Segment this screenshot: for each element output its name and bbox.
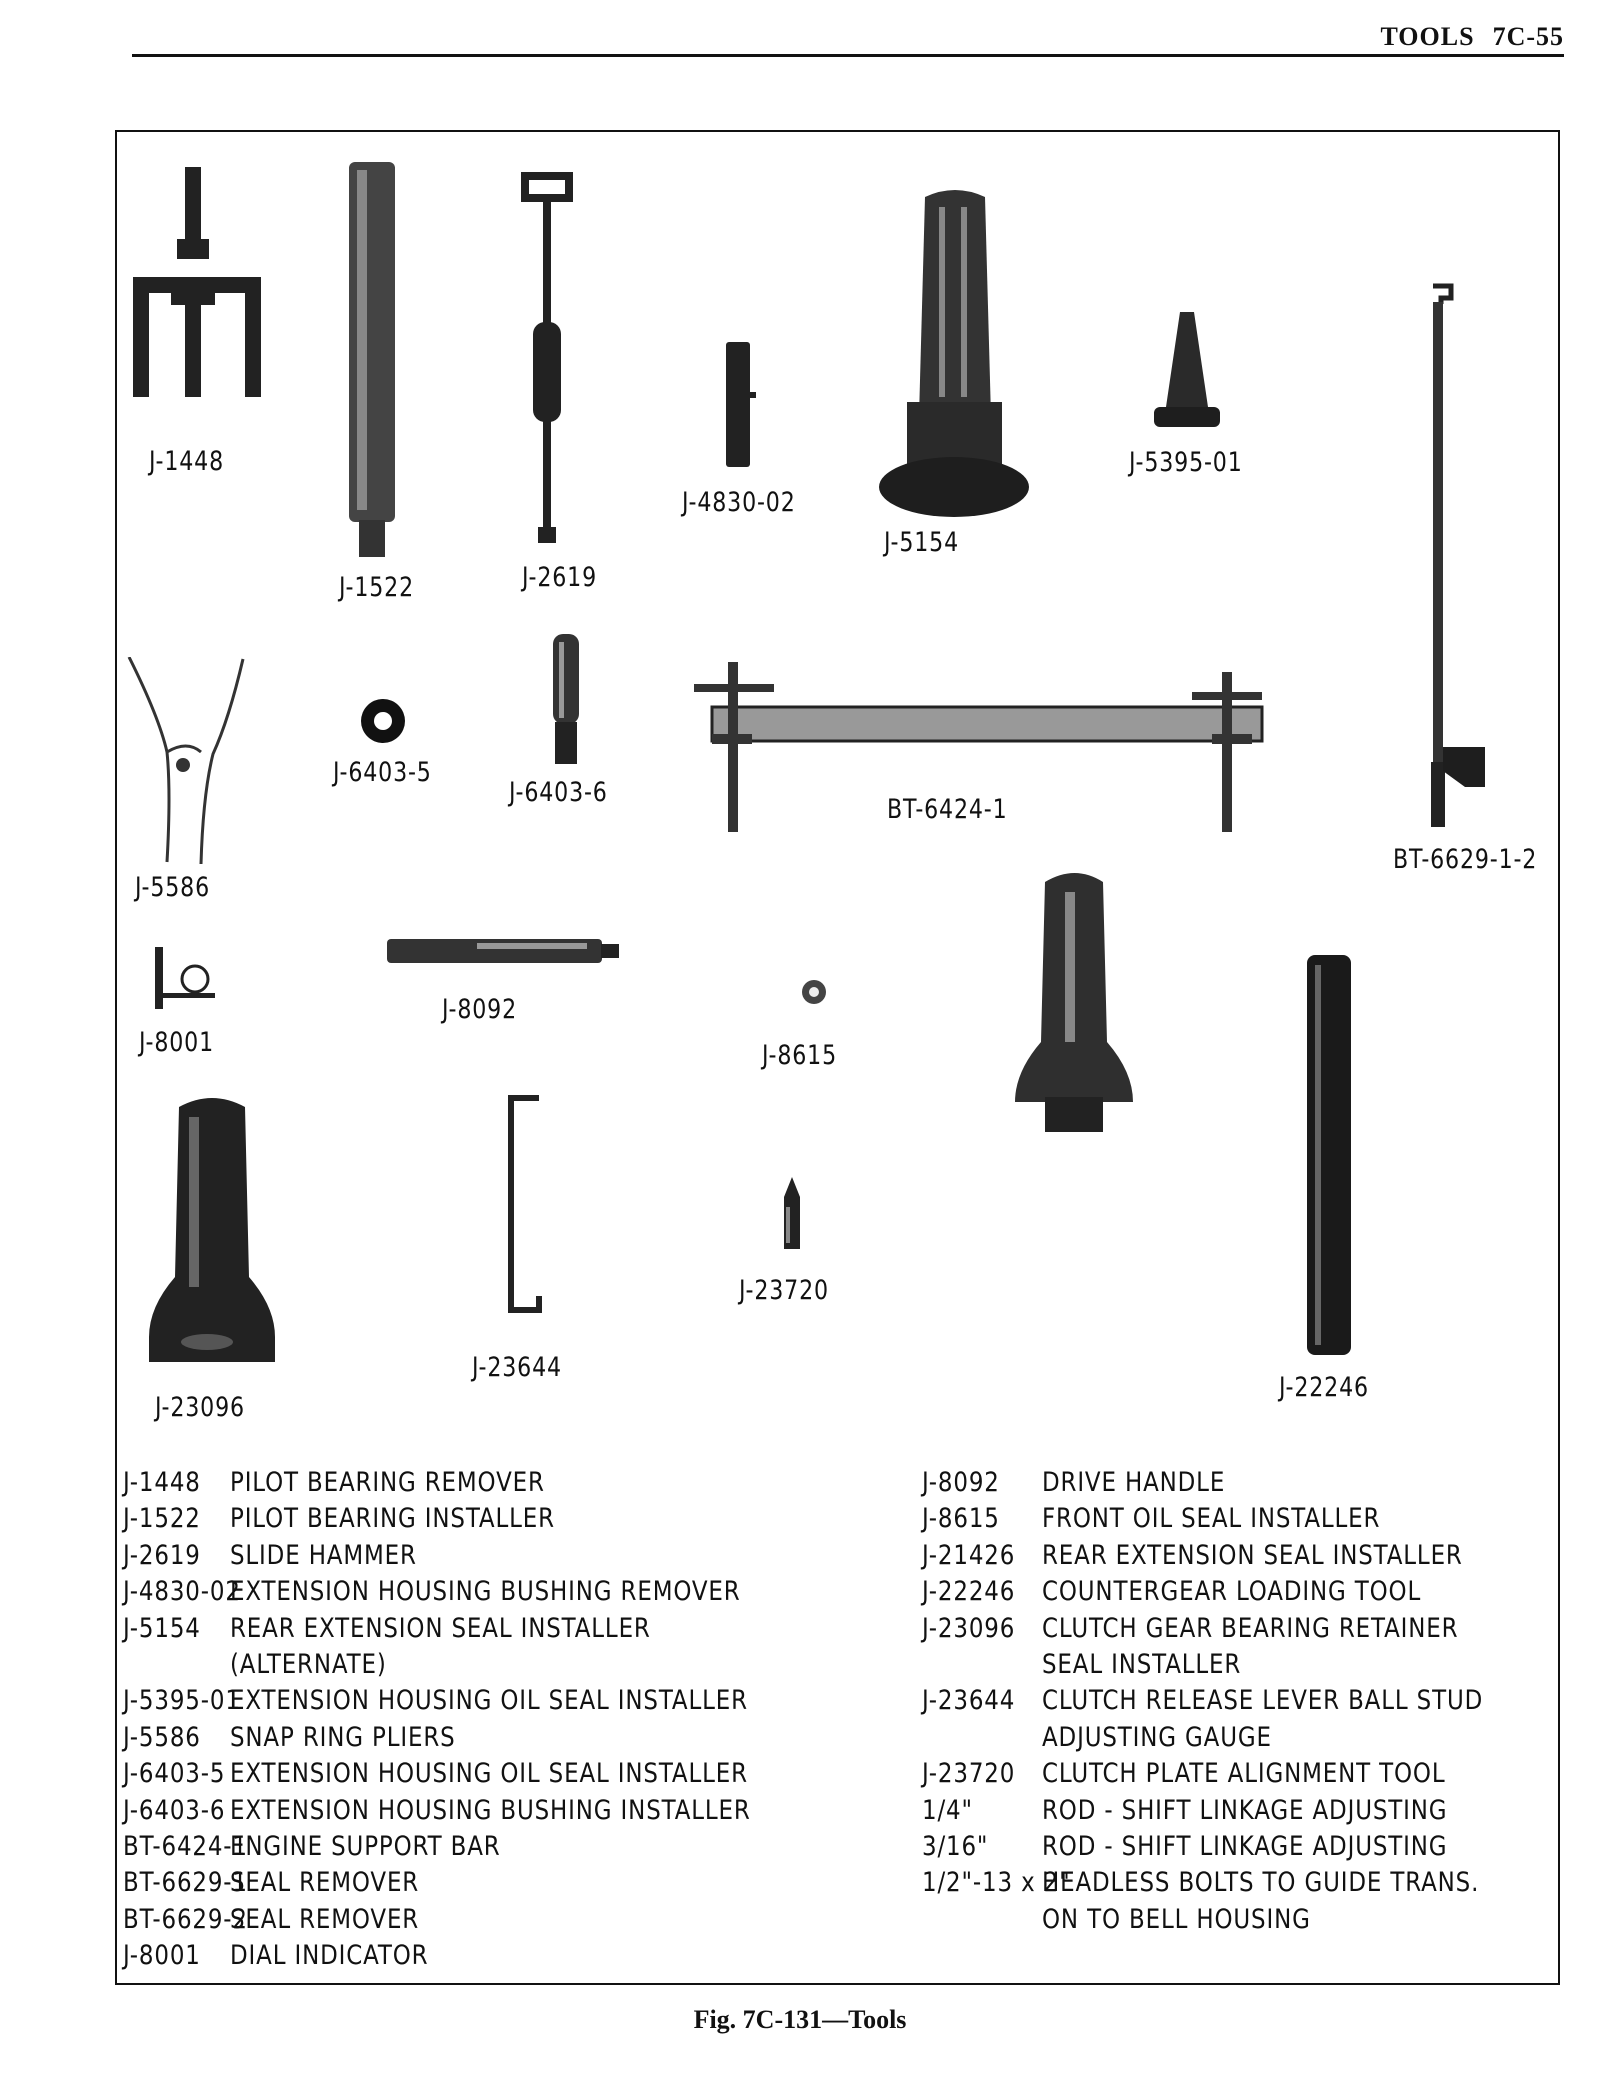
legend-tool-description: EXTENSION HOUSING BUSHING REMOVER <box>230 1576 741 1608</box>
legend-tool-code: J-5395-01 <box>123 1685 241 1717</box>
legend-tool-code: J-2619 <box>123 1539 201 1571</box>
tool-legend <box>117 132 1558 1983</box>
photo-label-j6403-6: J-6403-6 <box>509 777 608 808</box>
photo-label-j1522: J-1522 <box>339 572 415 603</box>
photo-label-j2619: J-2619 <box>522 562 598 593</box>
header-section: TOOLS <box>1380 22 1475 51</box>
photo-label-j8001: J-8001 <box>139 1027 215 1058</box>
legend-tool-description: SEAL INSTALLER <box>1042 1648 1242 1680</box>
legend-tool-description: ON TO BELL HOUSING <box>1042 1903 1311 1935</box>
legend-tool-code: J-23720 <box>922 1758 1016 1790</box>
legend-tool-description: EXTENSION HOUSING BUSHING INSTALLER <box>230 1794 751 1826</box>
legend-tool-description: ROD - SHIFT LINKAGE ADJUSTING <box>1042 1794 1448 1826</box>
legend-tool-code: 1/4" <box>922 1794 973 1826</box>
legend-tool-description: ENGINE SUPPORT BAR <box>230 1831 501 1862</box>
header-rule <box>132 54 1564 57</box>
header-page-number: 7C-55 <box>1492 22 1564 51</box>
legend-tool-description: CLUTCH RELEASE LEVER BALL STUD <box>1042 1685 1484 1717</box>
legend-tool-description: SNAP RING PLIERS <box>230 1721 456 1753</box>
legend-tool-description: ADJUSTING GAUGE <box>1042 1721 1272 1753</box>
legend-tool-code: J-21426 <box>922 1539 1016 1571</box>
legend-tool-description: SEAL REMOVER <box>230 1903 420 1935</box>
legend-tool-code: J-23644 <box>922 1685 1016 1717</box>
legend-tool-description: (ALTERNATE) <box>230 1648 387 1680</box>
legend-tool-code: J-4830-02 <box>123 1576 241 1608</box>
page-header <box>1362 22 1564 52</box>
photo-label-j8092: J-8092 <box>442 994 518 1025</box>
legend-tool-code: J-5154 <box>123 1612 201 1644</box>
photo-label-j23096: J-23096 <box>155 1392 245 1423</box>
legend-tool-code: J-6403-5 <box>123 1758 226 1790</box>
figure-caption: Fig. 7C-131—Tools <box>693 2005 907 2034</box>
legend-tool-description: DRIVE HANDLE <box>1042 1467 1226 1498</box>
figure-frame <box>115 130 1560 1985</box>
photo-label-j22246: J-22246 <box>1279 1372 1369 1403</box>
photo-label-bt6424-1: BT-6424-1 <box>887 794 1008 825</box>
photo-label-j1448: J-1448 <box>149 446 225 477</box>
legend-tool-description: CLUTCH PLATE ALIGNMENT TOOL <box>1042 1758 1446 1790</box>
legend-tool-code: J-23096 <box>922 1612 1016 1644</box>
legend-tool-code: J-6403-6 <box>123 1794 226 1826</box>
legend-tool-code: J-5586 <box>123 1721 201 1753</box>
legend-tool-description: PILOT BEARING REMOVER <box>230 1467 545 1498</box>
legend-tool-description: COUNTERGEAR LOADING TOOL <box>1042 1576 1422 1608</box>
photo-label-j5395-01: J-5395-01 <box>1129 447 1243 478</box>
legend-tool-code: J-22246 <box>922 1576 1016 1608</box>
photo-label-j5154: J-5154 <box>884 527 960 558</box>
photo-label-j23644: J-23644 <box>472 1352 562 1383</box>
legend-tool-code: J-8001 <box>123 1940 201 1972</box>
legend-tool-code: BT-6629-1 <box>123 1867 248 1899</box>
photo-label-j23720: J-23720 <box>739 1275 829 1306</box>
legend-tool-description: EXTENSION HOUSING OIL SEAL INSTALLER <box>230 1685 748 1717</box>
legend-tool-code: BT-6424-1 <box>123 1831 248 1862</box>
legend-tool-description: FRONT OIL SEAL INSTALLER <box>1042 1503 1381 1535</box>
legend-tool-description: EXTENSION HOUSING OIL SEAL INSTALLER <box>230 1758 748 1790</box>
legend-tool-description: REAR EXTENSION SEAL INSTALLER <box>1042 1539 1463 1571</box>
photo-label-j8615: J-8615 <box>762 1040 838 1071</box>
legend-tool-code: J-1522 <box>123 1503 201 1535</box>
legend-tool-code: 1/2"-13 x 2" <box>922 1867 1071 1899</box>
legend-tool-description: HEADLESS BOLTS TO GUIDE TRANS. <box>1042 1867 1480 1899</box>
legend-tool-description: CLUTCH GEAR BEARING RETAINER <box>1042 1612 1459 1644</box>
legend-tool-code: 3/16" <box>922 1831 989 1862</box>
photo-label-bt6629-1-2: BT-6629-1-2 <box>1393 844 1538 875</box>
legend-tool-code: BT-6629-2 <box>123 1903 248 1935</box>
photo-label-j5586: J-5586 <box>135 872 211 903</box>
legend-tool-code: J-8092 <box>922 1467 1000 1498</box>
photo-label-j4830-02: J-4830-02 <box>682 487 796 518</box>
legend-tool-description: SLIDE HAMMER <box>230 1539 417 1571</box>
legend-tool-description: SEAL REMOVER <box>230 1867 420 1899</box>
legend-tool-description: ROD - SHIFT LINKAGE ADJUSTING <box>1042 1831 1448 1862</box>
legend-tool-description: PILOT BEARING INSTALLER <box>230 1503 555 1535</box>
legend-tool-description: REAR EXTENSION SEAL INSTALLER <box>230 1612 651 1644</box>
legend-tool-code: J-1448 <box>123 1467 201 1498</box>
legend-tool-description: DIAL INDICATOR <box>230 1940 429 1972</box>
legend-tool-code: J-8615 <box>922 1503 1000 1535</box>
photo-label-j6403-5: J-6403-5 <box>333 757 432 788</box>
